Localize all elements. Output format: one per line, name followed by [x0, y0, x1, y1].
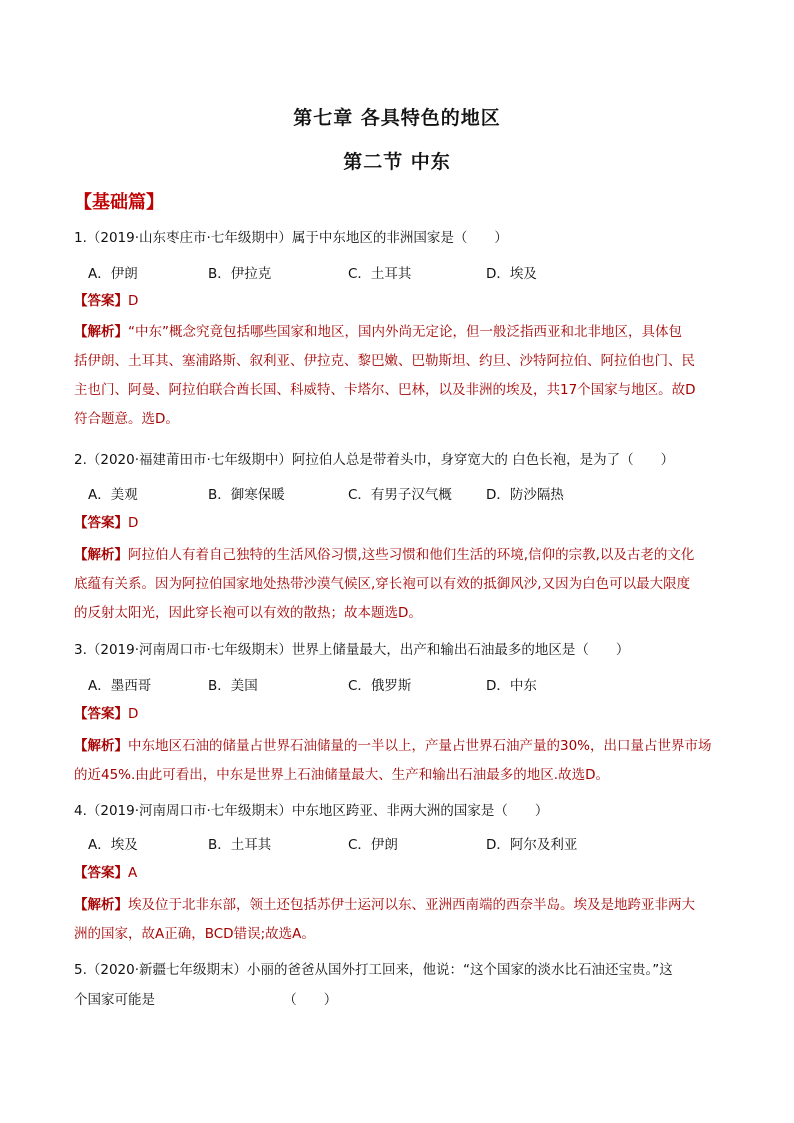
question-1-option-b: B．伊拉克 [208, 266, 272, 282]
question-1-explanation: 【解析】“中东”概念究竟包括哪些国家和地区，国内外尚无定论，但一般泛指西亚和北非地区，具体包 括伊朗、土耳其、塞浦路斯、叙利亚、伊拉克、黎巴嫩、巴勒斯坦、约旦、沙特阿拉伯、阿拉伯也门、民 主也门、阿曼、阿拉伯联合酋长国、科威特、卡塔尔、巴林，以及非洲的埃及，共17个国家与地区。故D 符合题意。选D。 [74, 324, 696, 427]
question-3-answer: 【答案】D [74, 706, 139, 722]
question-2-option-c: C．有男子汉气概 [348, 487, 452, 503]
question-5-stem-line-2: 个国家可能是 （ ） [74, 992, 338, 1008]
question-3-stem: 3.（2019·河南周口市·七年级期末）世界上储量最大，出产和输出石油最多的地区是（ ） [74, 642, 630, 658]
question-1-stem: 1.（2019·山东枣庄市·七年级期中）属于中东地区的非洲国家是（ ） [74, 230, 508, 246]
section-heading: 【基础篇】 [74, 192, 164, 213]
question-1-answer: 【答案】D [74, 293, 139, 309]
question-3-explanation: 【解析】中东地区石油的储量占世界石油储量的一半以上，产量占世界石油产量的30%，出口量占世界市场 的近45%.由此可看出，中东是世界上石油储量最大、生产和输出石油最多的地区.故选D。 [74, 738, 712, 783]
question-3-option-b: B．美国 [208, 678, 258, 694]
question-4-answer: 【答案】A [74, 865, 138, 881]
question-2-option-a: A．美观 [88, 487, 138, 503]
question-3-option-c: C．俄罗斯 [348, 678, 412, 694]
question-2-explanation: 【解析】阿拉伯人有着自己独特的生活风俗习惯,这些习惯和他们生活的环境,信仰的宗教,以及古老的文化 底蕴有关系。因为阿拉伯国家地处热带沙漠气候区,穿长袍可以有效的抵御风沙,又因为白色可以最大限度 的反射太阳光，因此穿长袍可以有效的散热；故本题选D。 [74, 547, 695, 621]
question-4-option-b: B．土耳其 [208, 837, 272, 853]
section-subtitle: 第二节 中东 [343, 151, 451, 173]
question-5-stem-line-1: 5.（2020·新疆七年级期末）小丽的爸爸从国外打工回来，他说：“这个国家的淡水比石油还宝贵。”这 [74, 962, 673, 978]
question-1-option-c: C．土耳其 [348, 266, 412, 282]
chapter-title: 第七章 各具特色的地区 [293, 107, 501, 129]
question-1-option-a: A．伊朗 [88, 266, 138, 282]
question-2-stem: 2.（2020·福建莆田市·七年级期中）阿拉伯人总是带着头巾，身穿宽大的 白色长袍，是为了（ ） [74, 452, 675, 468]
question-2-answer: 【答案】D [74, 515, 139, 531]
question-4-option-c: C．伊朗 [348, 837, 398, 853]
question-2-option-d: D．防沙隔热 [486, 487, 564, 503]
question-3-option-a: A．墨西哥 [88, 678, 152, 694]
question-4-stem: 4.（2019·河南周口市·七年级期末）中东地区跨亚、非两大洲的国家是（ ） [74, 803, 549, 819]
question-4-option-d: D．阿尔及利亚 [486, 837, 578, 853]
question-1-option-d: D．埃及 [486, 266, 537, 282]
question-4-explanation: 【解析】埃及位于北非东部，领土还包括苏伊士运河以东、亚洲西南端的西奈半岛。埃及是地跨亚非两大 洲的国家，故A正确，BCD错误;故选A。 [74, 897, 695, 942]
question-3-option-d: D．中东 [486, 678, 537, 694]
question-2-option-b: B．御寒保暖 [208, 487, 285, 503]
question-4-option-a: A．埃及 [88, 837, 138, 853]
